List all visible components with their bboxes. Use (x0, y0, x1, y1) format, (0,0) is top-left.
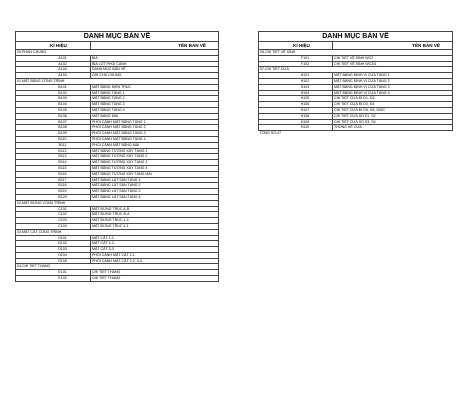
drawing-name: CHI TIẾT CỬA SỔ S1, S2 (333, 113, 453, 119)
group-heading: 01.MẶT BẰNG CÔNG TRÌNH (16, 78, 219, 84)
drawing-code: H106 (259, 102, 333, 108)
drawing-code: C104 (16, 223, 91, 229)
drawing-code: D105 (16, 258, 91, 264)
group-heading: 05.CHI TIẾT VỆ SINH (259, 50, 453, 56)
drawing-name: MẶT BẰNG TẦNG 4 (91, 107, 219, 113)
drawing-code: A101 (16, 55, 91, 61)
drawing-code: H102 (259, 78, 333, 84)
drawing-code: C102 (16, 212, 91, 218)
table-row (16, 276, 219, 282)
drawing-code: C103 (16, 218, 91, 224)
drawing-code: E101 (16, 270, 91, 276)
drawing-code: B106 (16, 113, 91, 119)
drawing-code: B111 (16, 142, 91, 148)
drawing-name: DANH MỤC BẢN VẼ (91, 67, 219, 73)
drawing-name: CHI TIẾT CỬA SỔ S3, S4 (333, 119, 453, 125)
drawing-code: A102 (16, 61, 91, 67)
drawing-name: MẶT ĐỨNG TRỤC 4-1 (91, 223, 219, 229)
drawing-code: H107 (259, 107, 333, 113)
drawing-list-table-right (258, 31, 453, 136)
drawing-name: MẶT BẰNG TƯỜNG XÂY TẦNG MÁI (91, 171, 219, 177)
drawing-code: E102 (16, 276, 91, 282)
table-title: DANH MỤC BẢN VẼ (259, 32, 453, 42)
drawing-name: MẶT BẰNG TẦNG 2 (91, 96, 219, 102)
drawing-name: CHI TIẾT VỆ SINH WC2 (333, 55, 453, 61)
drawing-code: D103 (16, 247, 91, 253)
drawing-name: MẶT BẰNG LÁT SÀN TẦNG 4 (91, 194, 219, 200)
drawing-name: MẶT BẰNG ĐỊNH VỊ CỬA TẦNG 2 (333, 78, 453, 84)
drawing-name: MẶT BẰNG LÁT SÀN TẦNG 1 (91, 177, 219, 183)
drawing-code: B103 (16, 96, 91, 102)
drawing-name: PHỐI CẢNH MẶT BẰNG MÁI (91, 142, 219, 148)
drawing-name: MẶT BẰNG TƯỜNG XÂY TẦNG 1 (91, 148, 219, 154)
drawing-code: A104 (16, 73, 91, 79)
table-title: DANH MỤC BẢN VẼ (16, 32, 219, 42)
drawing-name: MẶT ĐỨNG TRỤC 1-4 (91, 218, 219, 224)
drawing-code: B119 (16, 189, 91, 195)
drawing-name: MẶT BẰNG MÁI (91, 113, 219, 119)
drawing-code: B114 (16, 160, 91, 166)
drawing-name: MẶT BẰNG TƯỜNG XÂY TẦNG 2 (91, 154, 219, 160)
drawing-name: MẶT BẰNG ĐỊNH VỊ CỬA TẦNG 3 (333, 84, 453, 90)
drawing-name: GHI CHÚ CHUNG (91, 73, 219, 79)
column-header-name: TÊN BẢN VẼ (91, 42, 219, 50)
drawing-code: D104 (16, 252, 91, 258)
drawing-name: MẶT BẰNG LÁT SÀN TẦNG 2 (91, 183, 219, 189)
drawing-name: CHI TIẾT CỬA ĐI D5, D6, DWC (333, 107, 453, 113)
drawing-name: MẶT BẰNG TƯỜNG XÂY TẦNG 3 (91, 160, 219, 166)
drawing-name: PHỐI CẢNH MẶT BẰNG TẦNG 1 (91, 119, 219, 125)
drawing-code: B113 (16, 154, 91, 160)
drawing-name: CHI TIẾT VỆ SINH WC3/4 (333, 61, 453, 67)
column-header-code: KÍ HIỆU (16, 42, 91, 50)
drawing-code: H101 (259, 73, 333, 79)
table-body (259, 50, 453, 131)
table-body (16, 50, 219, 282)
drawing-code: C101 (16, 206, 91, 212)
group-heading: 07.CHI TIẾT CỬA (259, 67, 453, 73)
drawing-code: B105 (16, 107, 91, 113)
group-heading: 04.CHI TIẾT THANG (16, 264, 219, 270)
drawing-code: B104 (16, 102, 91, 108)
drawing-code: B112 (16, 148, 91, 154)
drawing-code: H103 (259, 84, 333, 90)
drawing-name: MẶT ĐỨNG TRỤC A-B (91, 206, 219, 212)
drawing-code: B115 (16, 165, 91, 171)
drawing-code: D101 (16, 235, 91, 241)
drawing-code: B107 (16, 119, 91, 125)
drawing-code: F101 (259, 55, 333, 61)
drawing-name: THỐNG KÊ CỬA (333, 125, 453, 131)
drawing-name: MẶT BẰNG TƯỜNG XÂY TẦNG 4 (91, 165, 219, 171)
drawing-code: B116 (16, 171, 91, 177)
group-heading: 00.PHẦN CHUNG (16, 50, 219, 56)
drawing-name: BÌA (91, 55, 219, 61)
drawing-name: PHỐI CẢNH MẶT CẮT 2-2, 3-3 (91, 258, 219, 264)
drawing-code: F102 (259, 61, 333, 67)
drawing-name: MẶT BẰNG TẦNG 3 (91, 102, 219, 108)
drawing-name: MẶT BẰNG ĐỊNH VỊ CỬA TẦNG 1 (333, 73, 453, 79)
drawing-code: B102 (16, 90, 91, 96)
column-header-code: KÍ HIỆU (259, 42, 333, 50)
drawing-code: B109 (16, 131, 91, 137)
drawing-code: H108 (259, 113, 333, 119)
drawing-code: B101 (16, 84, 91, 90)
drawing-name: PHỐI CẢNH MẶT BẰNG TẦNG 2 (91, 125, 219, 131)
drawing-name: MẶT CẮT 2-2 (91, 241, 219, 247)
drawing-name: MẶT BẰNG ĐỊNH VỊ CỬA TẦNG 4 (333, 90, 453, 96)
drawing-name: MẶT CẮT 3-3 (91, 247, 219, 253)
drawing-name: CHI TIẾT THANG (91, 276, 219, 282)
drawing-code: H104 (259, 90, 333, 96)
drawing-name: PHỐI CẢNH MẶT BẰNG TẦNG 3 (91, 131, 219, 137)
drawing-name: MẶT BẰNG LÁT SÀN TẦNG 3 (91, 189, 219, 195)
drawing-code: B118 (16, 183, 91, 189)
group-heading: 02.MẶT ĐỨNG CÔNG TRÌNH (16, 200, 219, 206)
drawing-name: MẶT ĐỨNG TRỤC B-A (91, 212, 219, 218)
drawing-code: D102 (16, 241, 91, 247)
drawing-name: CHI TIẾT CỬA ĐI D1, D2 (333, 96, 453, 102)
drawing-name: CHI TIẾT CỬA ĐI D3, D4 (333, 102, 453, 108)
drawing-code: H110 (259, 125, 333, 131)
drawing-code: B110 (16, 136, 91, 142)
drawing-code: H109 (259, 119, 333, 125)
drawing-name: MẶT BẰNG KIẾN TRÚC (91, 84, 219, 90)
drawing-code: B108 (16, 125, 91, 131)
drawing-code: H105 (259, 96, 333, 102)
drawing-code: B120 (16, 194, 91, 200)
total-count: TỔNG SỐ:47 (259, 131, 282, 136)
group-heading: 03.MẶT CẮT CÔNG TRÌNH (16, 229, 219, 235)
drawing-name: BÌA LÓT PHỐI CẢNH (91, 61, 219, 67)
drawing-name: CHI TIẾT THANG (91, 270, 219, 276)
column-header-name: TÊN BẢN VẼ (333, 42, 453, 50)
drawing-name: MẶT CẮT 1-1 (91, 235, 219, 241)
drawing-name: MẶT BẰNG TẦNG 1 (91, 90, 219, 96)
drawing-list-table-left (15, 31, 219, 282)
drawing-code: A103 (16, 67, 91, 73)
drawing-code: B117 (16, 177, 91, 183)
drawing-name: PHỐI CẢNH MẶT CẮT 1-1 (91, 252, 219, 258)
drawing-name: PHỐI CẢNH MẶT BẰNG TẦNG 4 (91, 136, 219, 142)
